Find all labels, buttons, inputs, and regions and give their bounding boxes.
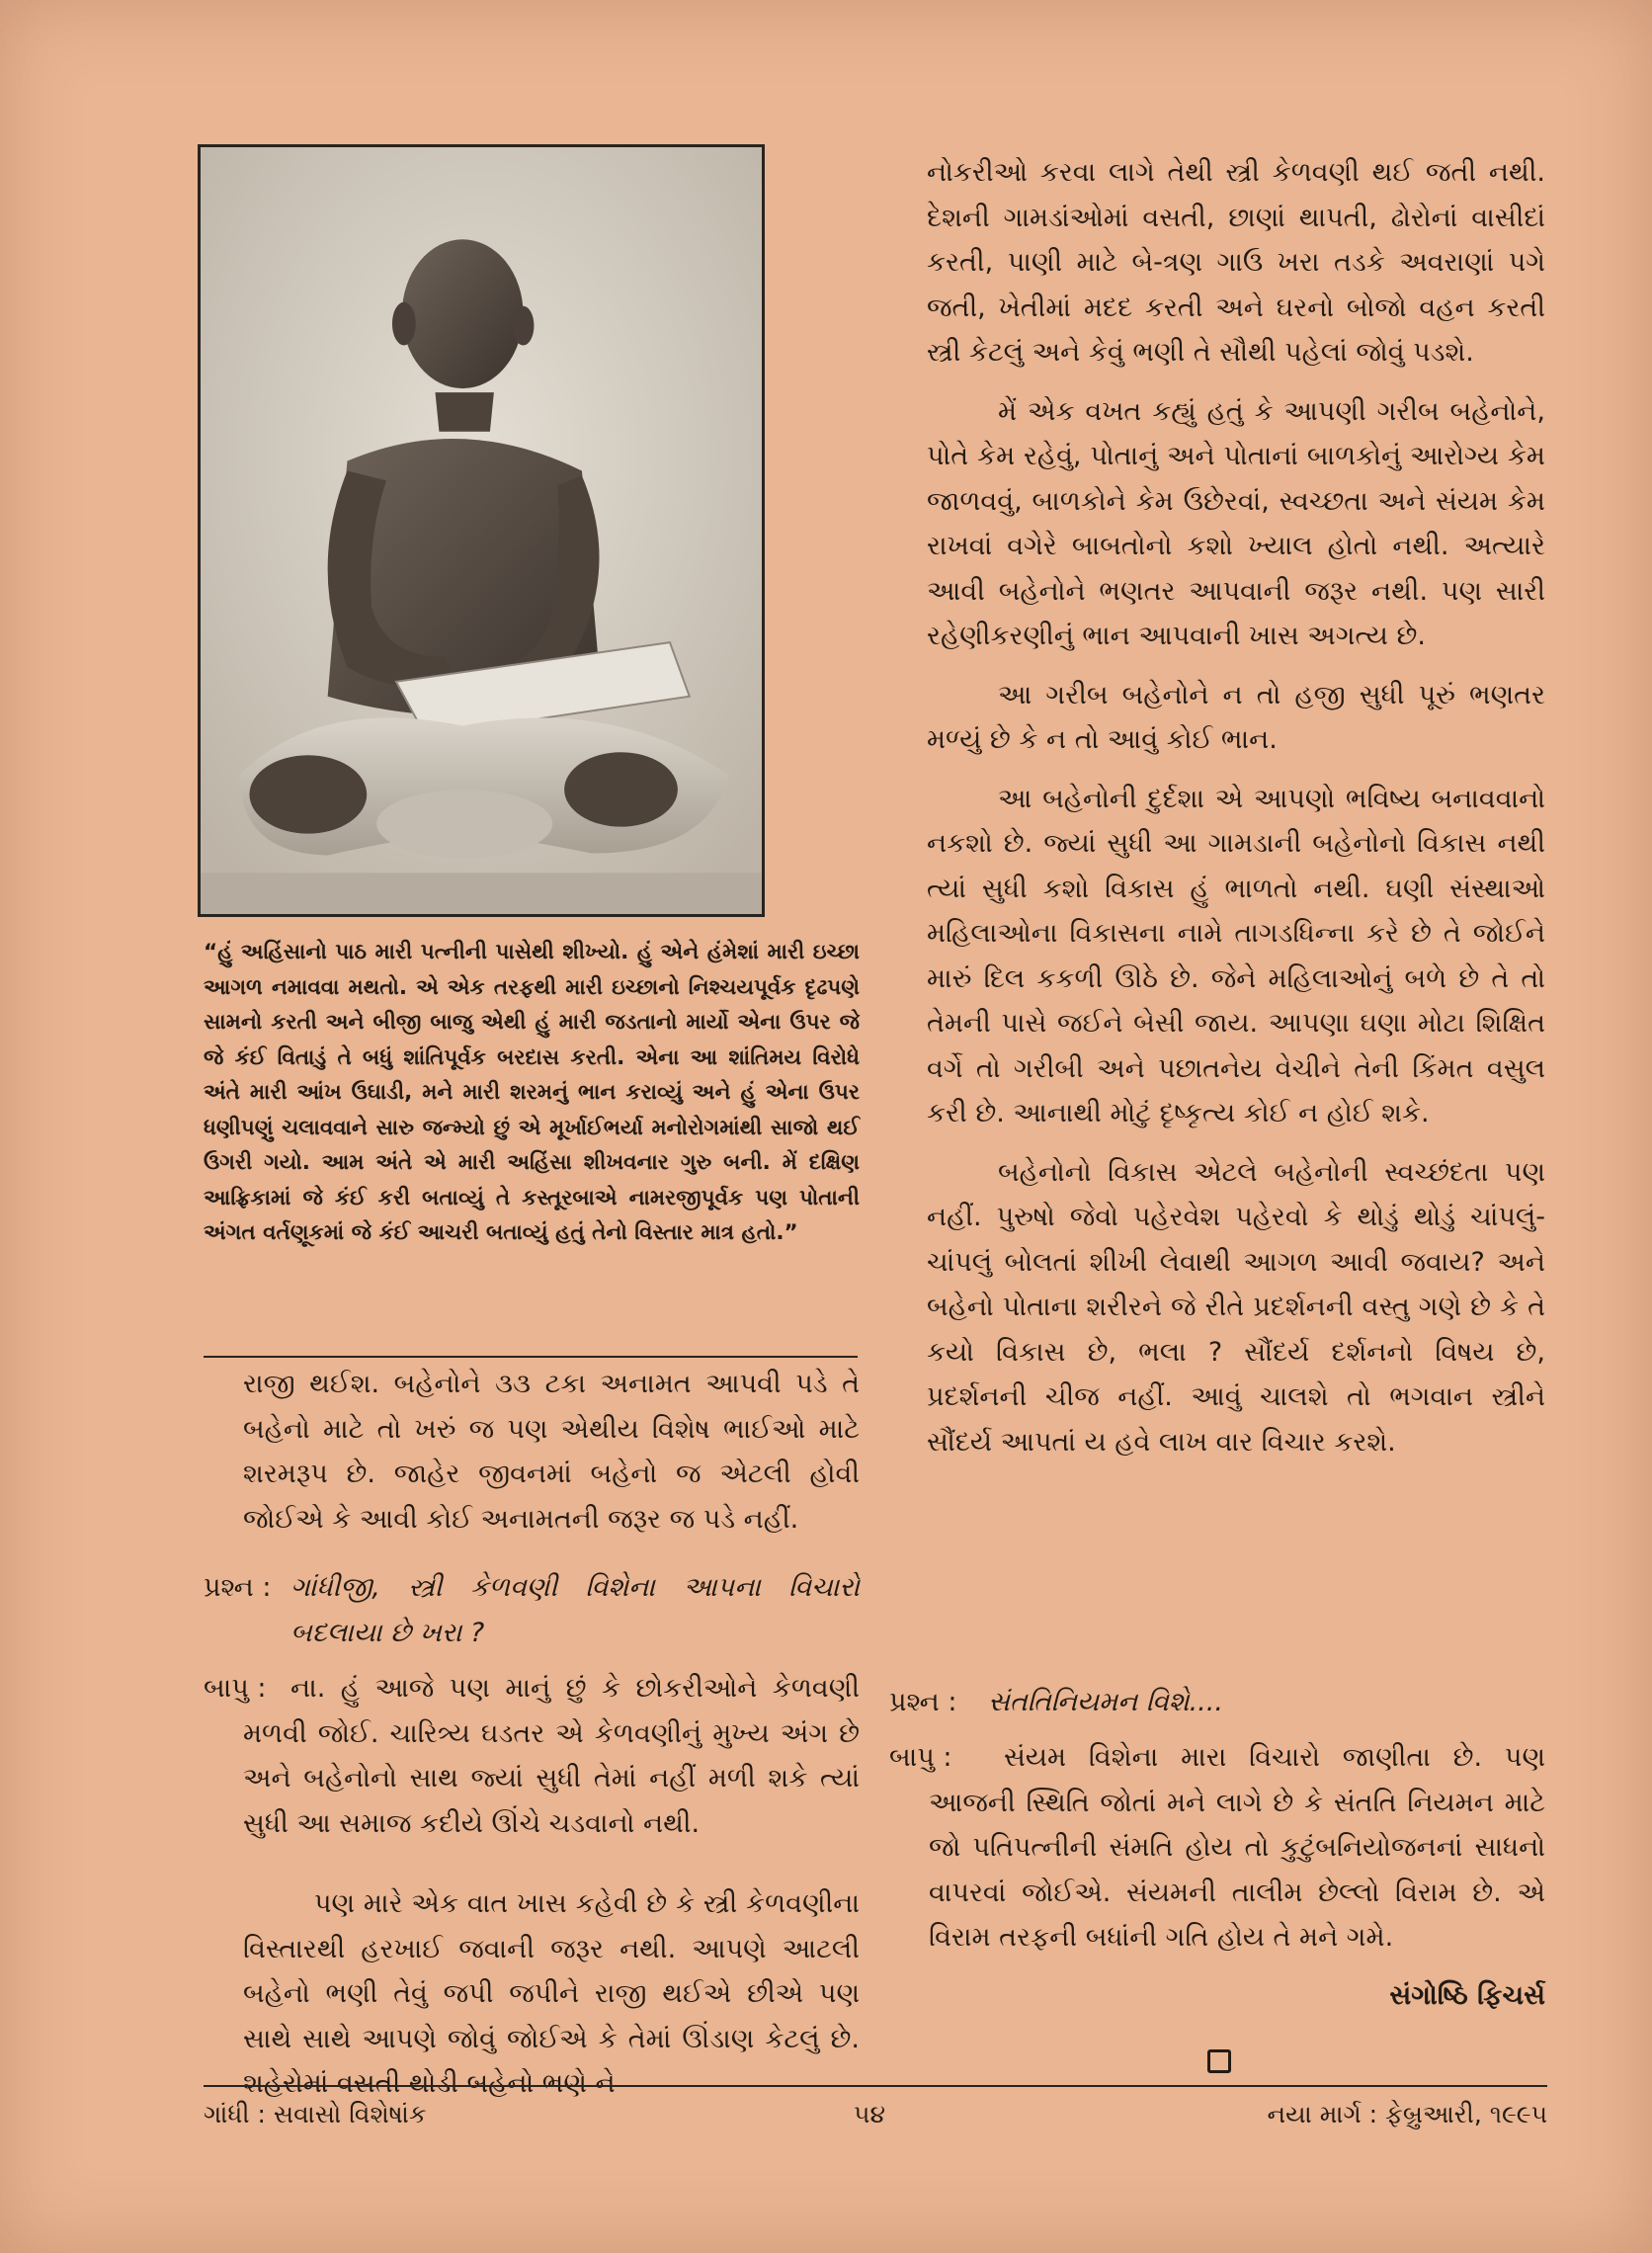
photo-caption-quote: “હું અહિંસાનો પાઠ મારી પત્નીની પાસેથી શીખ્યો. હું એને હંમેશાં મારી ઇચ્છા આગળ નમાવવા મથતો. એ એક તરફથી મારી ઇચ્છાનો નિશ્ચયપૂર્વક દૃઢપણે સામનો કરતી અને બીજી બાજુ એથી હું મારી જડતાનો માર્યો એના ઉપર જે જે કંઈ વિતાડું તે બધું શાંતિપૂર્વક બરદાસ કરતી. એના આ શાંતિમય વિરોધે અંતે મારી આંખ ઉઘાડી, મને મારી શરમનું ભાન કરાવ્યું અને હું એના ઉપર ધણીપણું ચલાવવાને સારુ જન્મ્યો છું એ મૂર્ખાઈભર્યા મનોરોગમાંથી સાજો થઈ ઉગરી ગયો. આમ અંતે એ મારી અહિંસા શીખવનાર ગુરુ બની. મેં દક્ષિણ આફ્રિકામાં જે કંઈ કરી બતાવ્યું તે કસ્તૂરબાએ નામરજીપૂર્વક પણ પોતાની અંગત વર્તણૂકમાં જે કંઈ આચરી બતાવ્યું હતું તેનો વિસ્તાર માત્ર હતો.” <box>204 940 860 1245</box>
question-2-text: સંતતિનિયમન વિશે.... <box>988 1687 1223 1717</box>
footer-divider <box>204 2085 1547 2087</box>
footer-right: નયા માર્ગ : ફેબ્રુઆરી, ૧૯૯૫ <box>1267 2100 1547 2128</box>
question-1-text: ગાંધીજી, સ્ત્રી કેળવણી વિશેના આપના વિચારો બદલાયા છે ખરા ? <box>290 1572 860 1648</box>
answer-2-label: બાપુ : <box>889 1742 952 1773</box>
answer-1 <box>204 1666 860 1854</box>
answer-1-text: ના. હું આજે પણ માનું છું કે છોકરીઓને કેળવણી મળવી જોઈ. ચારિત્ર્ય ઘડતર એ કેળવણીનું મુખ્ય અંગ છે અને બહેનોનો સાથ જ્યાં સુધી તેમાં નહીં મળી શકે ત્યાં સુધી આ સમાજ કદીયે ઊંચે ચડવાનો નથી. <box>243 1673 860 1839</box>
left-paragraph-1: રાજી થઈશ. બહેનોને ૩૩ ટકા અનામત આપવી પડે તે બહેનો માટે તો ખરું જ પણ એથીય વિશેષ ભાઈઓ માટે શરમરૂપ છે. જાહેર જીવનમાં બહેનો જ એટલી હોવી જોઈએ કે આવી કોઈ અનામતની જરૂર જ પડે નહીં. <box>243 1369 860 1535</box>
right-paragraph-4: આ બહેનોની દુર્દશા એ આપણો ભવિષ્ય બનાવવાનો નકશો છે. જ્યાં સુધી આ ગામડાની બહેનોનો વિકાસ નથી ત્યાં સુધી કશો વિકાસ હું ભાળતો નથી. ઘણી સંસ્થાઓ મહિલાઓના વિકાસના નામે તાગડધિન્ના કરે છે તે જોઈને મારું દિલ કકળી ઊઠે છે. જેને મહિલાઓનું બળે છે તે તો તેમની પાસે જઈને બેસી જાય. આપણા ઘણા મોટા શિક્ષિત વર્ગે તો ગરીબી અને પછાતનેય વેચીને તેની કિંમત વસુલ કરી છે. આનાથી મોટું દૃષ્કૃત્ય કોઈ ન હોઈ શકે. <box>927 783 1545 1128</box>
left-paragraph-2: પણ મારે એક વાત ખાસ કહેવી છે કે સ્ત્રી કેળવણીના વિસ્તારથી હરખાઈ જવાની જરૂર નથી. આપણે આટલી બહેનો ભણી તેવું જપી જપીને રાજી થઈએ છીએ પણ સાથે સાથે આપણે જોવું જોઈએ કે તેમાં ઊંડાણ કેટલું છે. શહેરોમાં વસતી થોડી બહેનો ભણે ને <box>243 1888 860 2099</box>
footer-left: ગાંધી : સવાસો વિશેષાંક <box>204 2100 427 2128</box>
left-column <box>243 1362 860 1555</box>
question-2-label: પ્રશ્ન : <box>889 1687 957 1717</box>
right-paragraph-3: આ ગરીબ બહેનોને ન તો હજી સુધી પૂરું ભણતર મળ્યું છે કે ન તો આવું કોઈ ભાન. <box>927 679 1545 755</box>
end-mark-icon <box>1207 2049 1231 2073</box>
article-author: સંગોષ્ઠિ ફિચર્સ <box>1389 1980 1545 2011</box>
question-1-label: પ્રશ્ન : <box>204 1572 272 1603</box>
answer-2-text: સંયમ વિશેના મારા વિચારો જાણીતા છે. પણ આજની સ્થિતિ જોતાં મને લાગે છે કે સંતતિ નિયમન માટે જો પતિપત્નીની સંમતિ હોય તો કુટુંબનિયોજનનાં સાધનો વાપરવાં જોઈએ. સંયમની તાલીમ છેલ્લો વિરામ છે. એ વિરામ તરફની બધાંની ગતિ હોય તે મને ગમે. <box>929 1742 1545 1953</box>
question-2 <box>889 1680 1545 1729</box>
answer-1-label: બાપુ : <box>204 1673 267 1704</box>
page-number: ૫૪ <box>854 2100 885 2128</box>
right-paragraph-5: બહેનોનો વિકાસ એટલે બહેનોની સ્વચ્છંદતા પણ નહીં. પુરુષો જેવો પહેરવેશ પહેરવો કે થોડું થોડું ચાંપલું-ચાંપલું બોલતાં શીખી લેવાથી આગળ આવી જવાય? અને બહેનો પોતાના શરીરને જે રીતે પ્રદર્શનની વસ્તુ ગણે છે કે તે કયો વિકાસ છે, ભલા ? સૌંદર્ય દર્શનનો વિષય છે, પ્રદર્શનની ચીજ નહીં. આવું ચાલશે તો ભગવાન સ્ત્રીને સૌંદર્ય આપતાં ય હવે લાખ વાર વિચાર કરશે. <box>927 1156 1545 1458</box>
right-column <box>927 150 1545 1478</box>
right-paragraph-2: મેં એક વખત કહ્યું હતું કે આપણી ગરીબ બહેનોને, પોતે કેમ રહેવું, પોતાનું અને પોતાનાં બાળકોનું આરોગ્ય કેમ જાળવવું, બાળકોને કેમ ઉછેરવાં, સ્વચ્છતા અને સંયમ કેમ રાખવાં વગેરે બાબતોનો કશો ખ્યાલ હોતો નથી. અત્યારે આવી બહેનોને ભણતર આપવાની જરૂર નથી. પણ સારી રહેણીકરણીનું ભાન આપવાની ખાસ અગત્ય છે. <box>927 395 1545 651</box>
gandhi-writing-photo-icon <box>201 147 762 914</box>
gandhi-photo <box>198 144 765 917</box>
right-paragraph-1: નોકરીઓ કરવા લાગે તેથી સ્ત્રી કેળવણી થઈ જતી નથી. દેશની ગામડાંઓમાં વસતી, છાણાં થાપતી, ઢોરોનાં વાસીદાં કરતી, પાણી માટે બે-ત્રણ ગાઉ ખરા તડકે અવરાણાં પગે જતી, ખેતીમાં મદદ કરતી અને ઘરનો બોજો વહન કરતી સ્ત્રી કેટલું અને કેવું ભણી તે સૌથી પહેલાં જોવું પડશે. <box>927 157 1545 368</box>
section-divider <box>204 1356 858 1358</box>
question-1 <box>204 1565 860 1664</box>
answer-2 <box>889 1735 1545 1972</box>
